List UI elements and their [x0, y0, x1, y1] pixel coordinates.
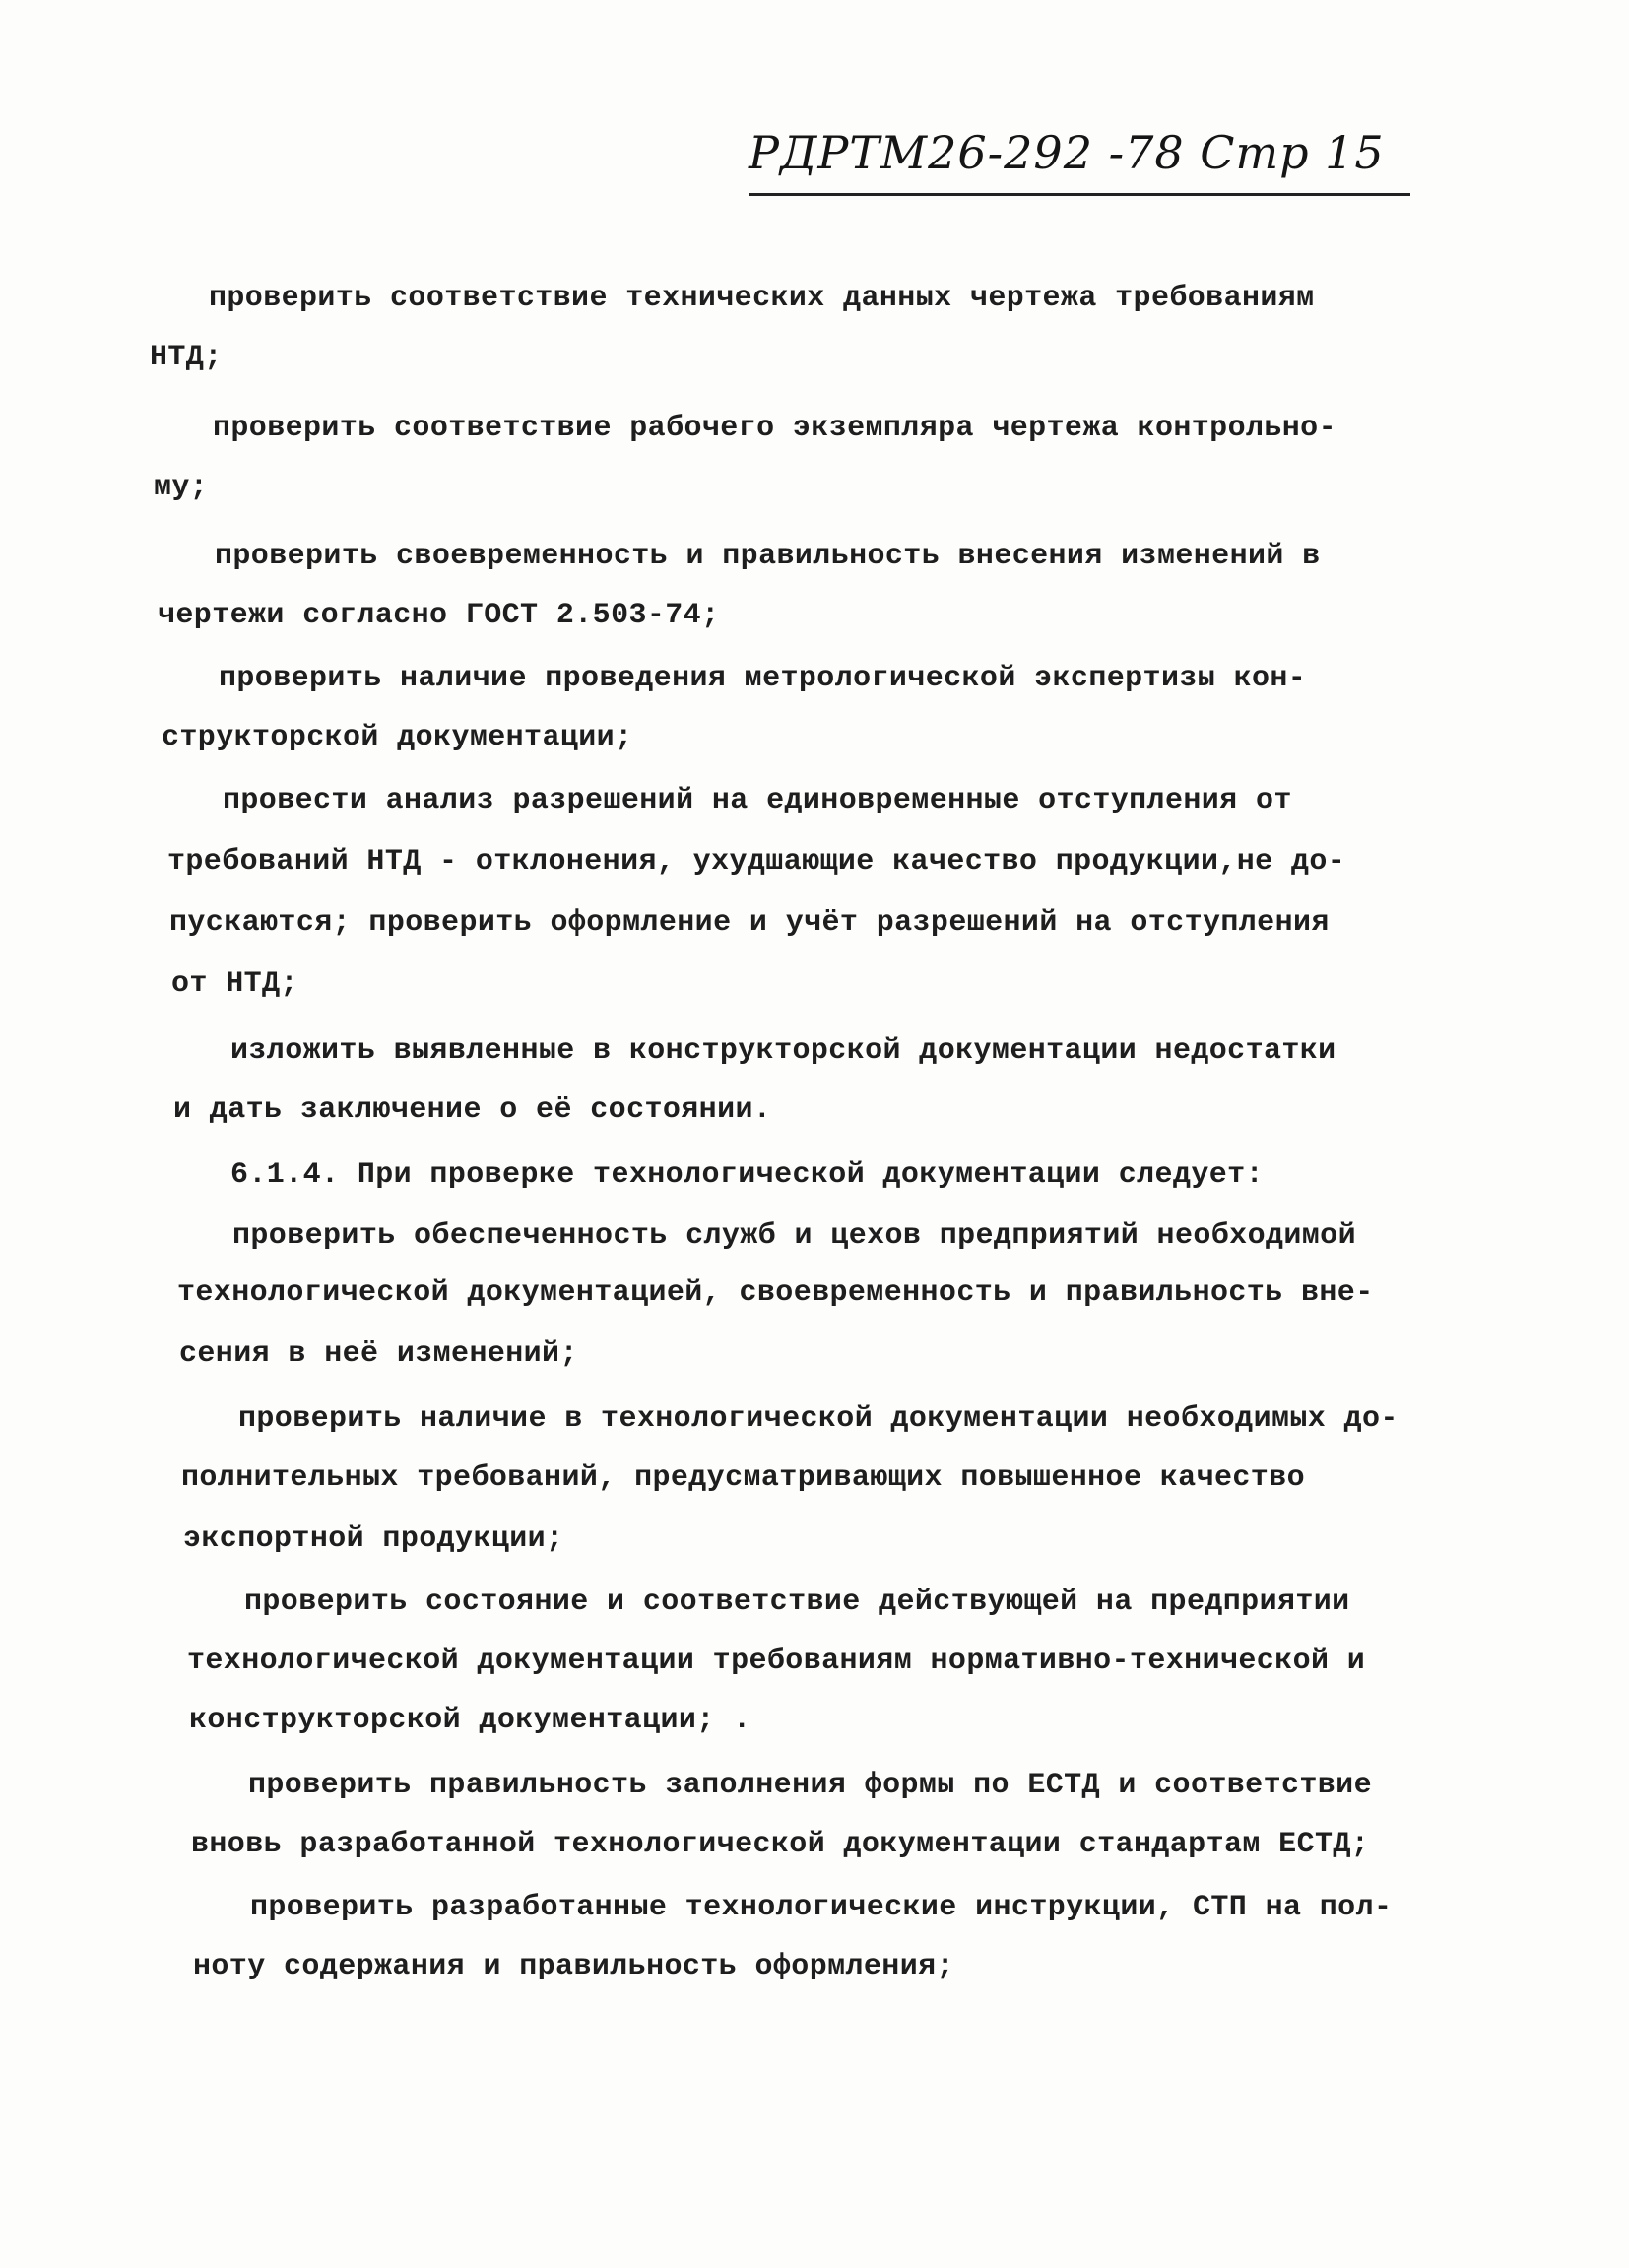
text-line: проверить разработанные технологические инструкции, СТП на пол- [250, 1891, 1393, 1924]
text-line: конструкторской документации; . [189, 1704, 751, 1737]
text-line: вновь разработанной технологической документации стандартам ЕСТД; [191, 1828, 1370, 1861]
text-line: изложить выявленные в конструкторской документации недостатки [230, 1034, 1336, 1068]
text-line: полнительных требований, предусматривающих повышенное качество [181, 1461, 1305, 1495]
text-line: НТД; [150, 341, 223, 374]
text-line: проверить своевременность и правильность внесения изменений в [215, 540, 1321, 573]
text-line: пускаются; проверить оформление и учёт разрешений на отступления [169, 906, 1330, 940]
text-line: чертежи согласно ГОСТ 2.503-74; [158, 599, 720, 632]
text-line: структорской документации; [162, 721, 633, 754]
text-line: от НТД; [171, 967, 298, 1001]
text-line: и дать заключение о её состоянии. [173, 1093, 772, 1127]
text-line: проверить правильность заполнения формы по ЕСТД и соответствие [248, 1769, 1372, 1802]
text-line: проверить наличие в технологической документации необходимых до- [238, 1402, 1399, 1436]
text-line: провести анализ разрешений на единовременные отступления от [223, 784, 1292, 817]
text-line: проверить обеспеченность служб и цехов предприятий необходимой [232, 1219, 1356, 1253]
text-line: проверить соответствие технических данных чертежа требованиям [209, 282, 1315, 315]
text-line: сения в неё изменений; [179, 1337, 578, 1371]
text-line: экспортной продукции; [183, 1523, 564, 1556]
text-line: проверить наличие проведения метрологической экспертизы кон- [219, 662, 1307, 695]
text-line: проверить соответствие рабочего экземпляра чертежа контрольно- [213, 412, 1336, 445]
page-header-code: РДРТМ26-292 -78 Стр 15 [749, 126, 1385, 179]
text-line: 6.1.4. При проверке технологической документации следует: [230, 1158, 1264, 1192]
text-line: ноту содержания и правильность оформления; [193, 1950, 954, 1983]
text-line: технологической документацией, своевременность и правильность вне- [177, 1276, 1374, 1310]
text-line: проверить состояние и соответствие действующей на предприятии [244, 1586, 1350, 1619]
text-line: технологической документации требованиям нормативно-технической и [187, 1645, 1366, 1678]
header-underline [749, 193, 1410, 196]
text-line: му; [154, 471, 209, 504]
text-line: требований НТД - отклонения, ухудшающие качество продукции,не до- [167, 845, 1346, 878]
